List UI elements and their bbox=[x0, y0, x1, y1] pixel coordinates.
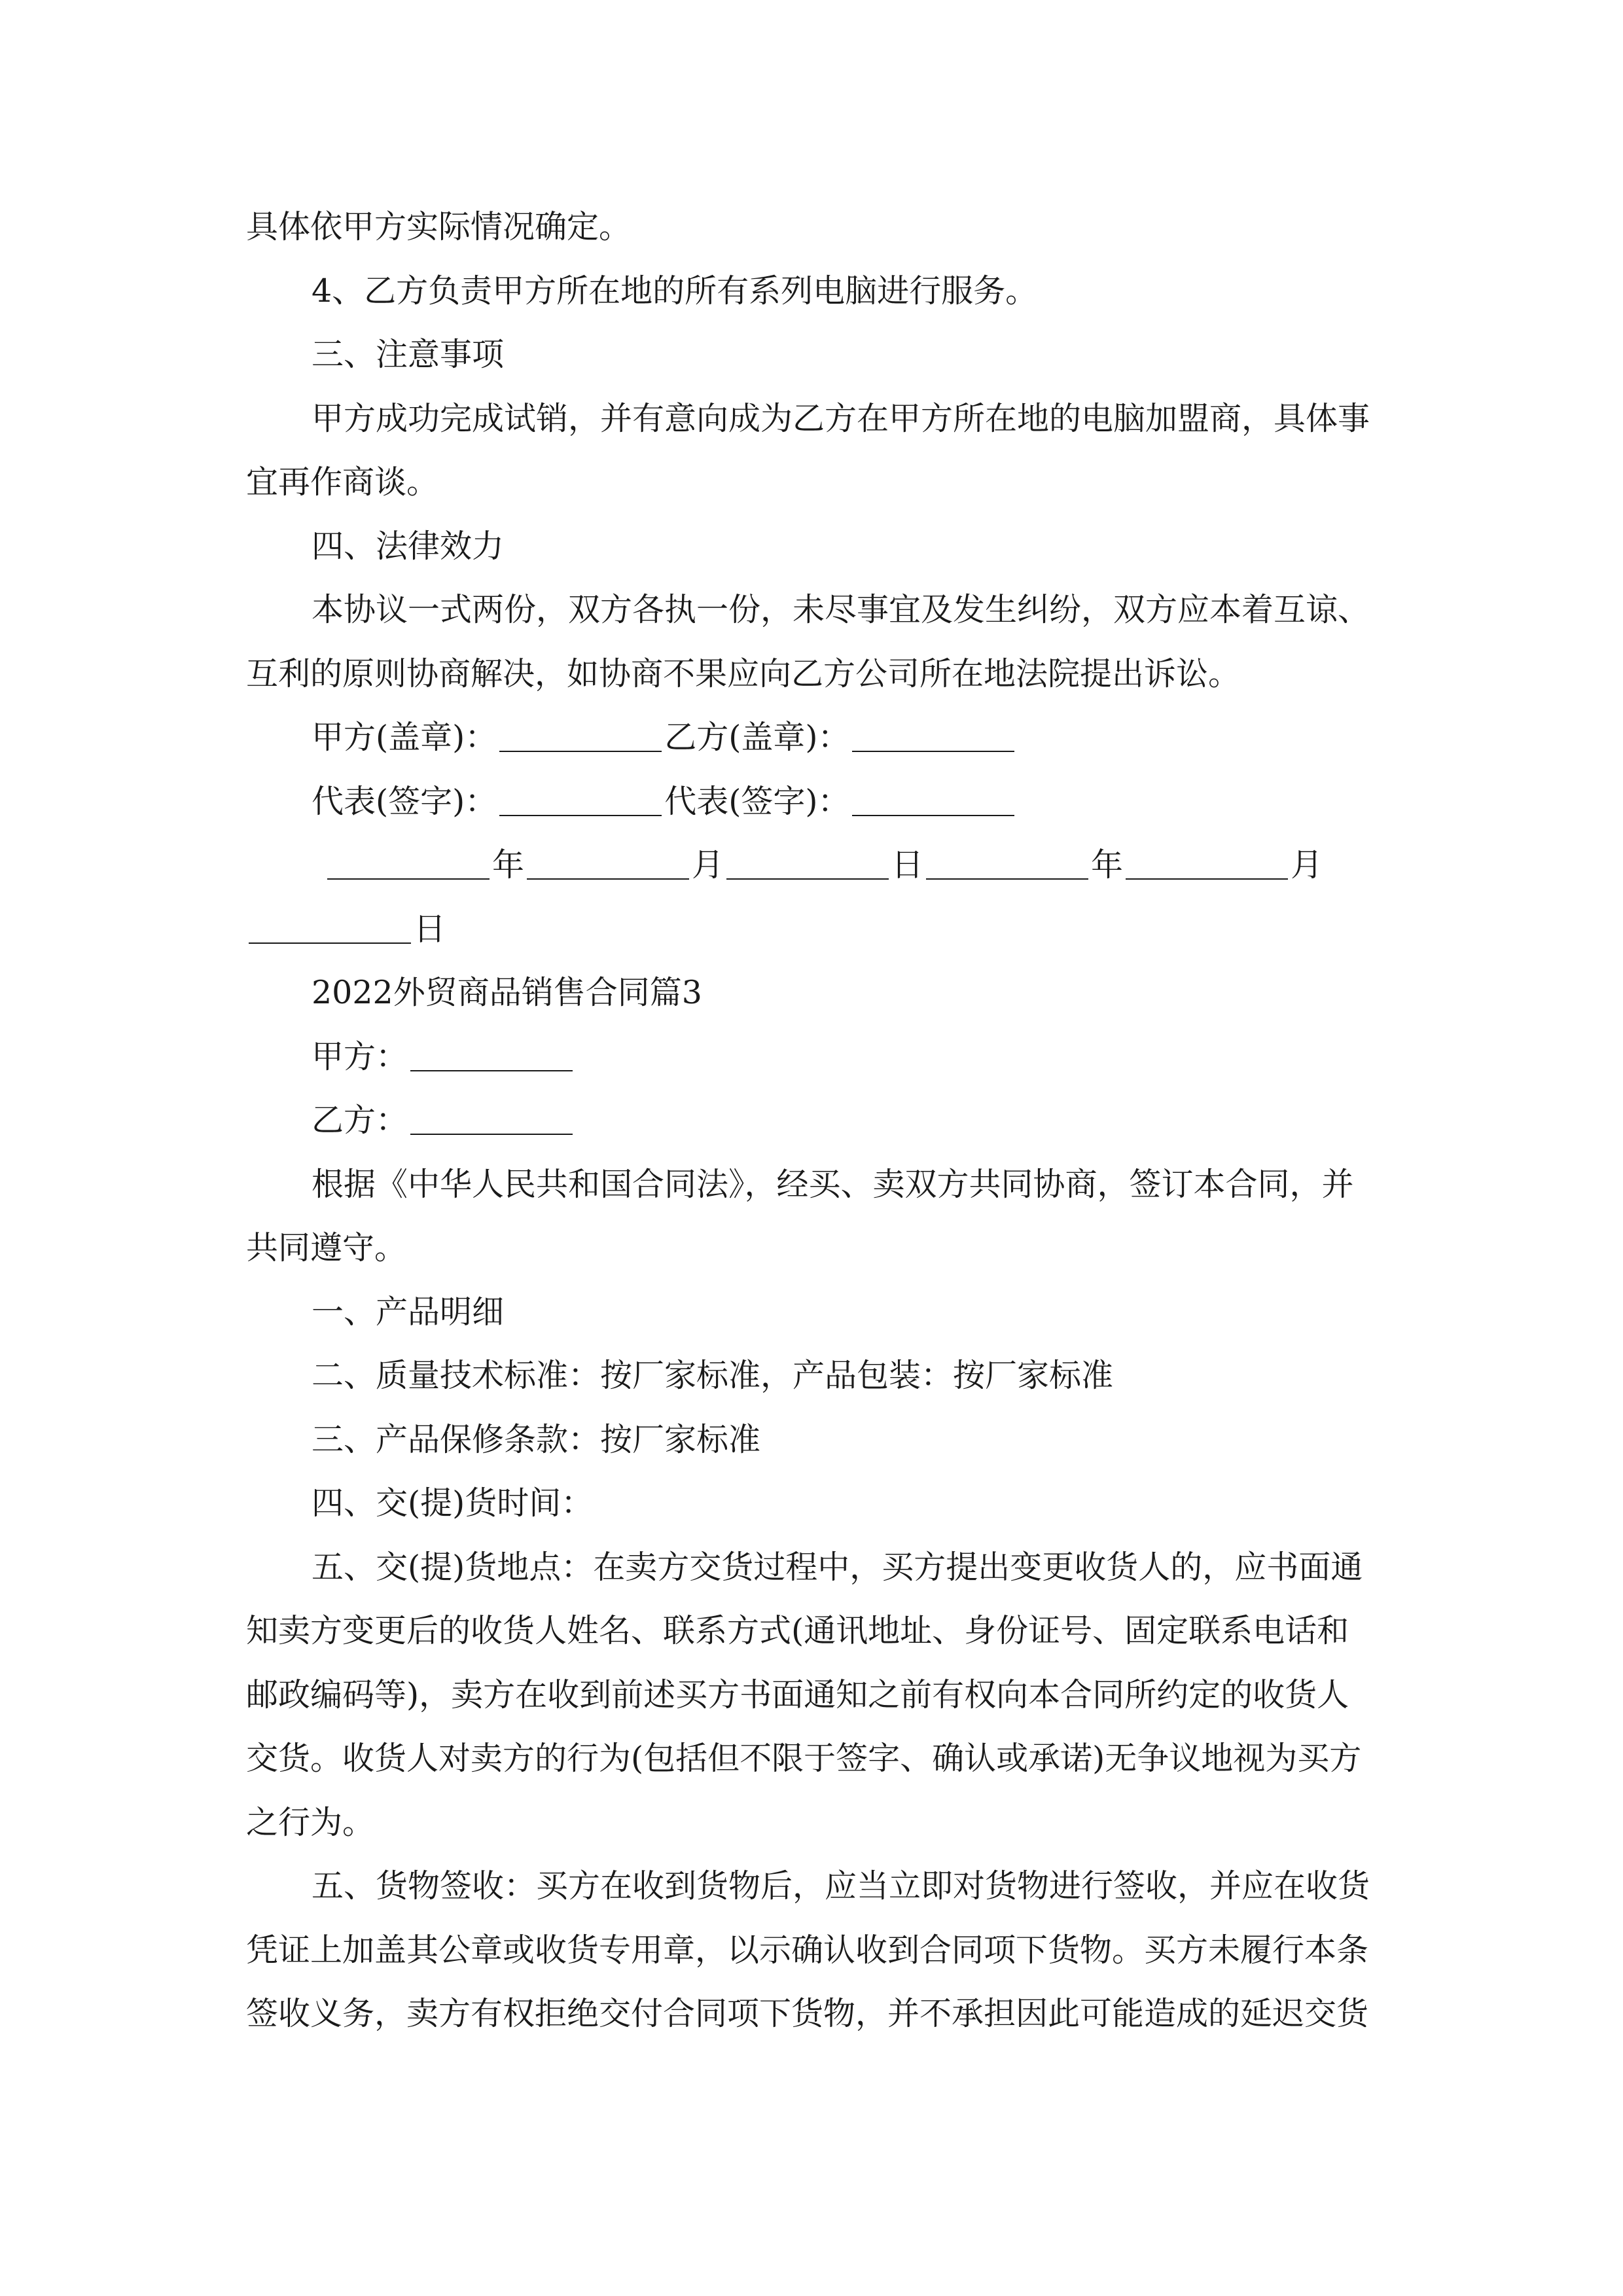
line-text: 甲方(盖章)： bbox=[312, 719, 497, 756]
text-line bbox=[246, 1727, 1385, 1791]
fill-in-blank bbox=[249, 942, 411, 944]
line-text: 4、乙方负责甲方所在地的所有系列电脑进行服务。 bbox=[312, 272, 1038, 310]
line-text: 凭证上加盖其公章或收货专用章，以示确认收到合同项下货物。买方未履行本条 bbox=[246, 1931, 1369, 1969]
line-text: 交货。收货人对卖方的行为(包括但不限于签字、确认或承诺)无争议地视为买方 bbox=[246, 1740, 1362, 1777]
text-line bbox=[246, 770, 1385, 834]
text-line bbox=[246, 1535, 1385, 1600]
text-line bbox=[246, 897, 1385, 961]
line-text: 代表(签字)： bbox=[312, 782, 497, 820]
text-line bbox=[246, 961, 1385, 1025]
fill-in-blank bbox=[410, 1069, 573, 1071]
fill-in-blank bbox=[726, 878, 889, 880]
text-line bbox=[246, 514, 1385, 579]
line-text: 年 bbox=[1091, 846, 1124, 884]
line-text: 月 bbox=[1291, 846, 1323, 884]
text-line bbox=[246, 1663, 1385, 1727]
text-line bbox=[246, 387, 1385, 451]
line-text: 代表(签字)： bbox=[664, 782, 850, 820]
line-text: 互利的原则协商解决，如协商不果应向乙方公司所在地法院提出诉讼。 bbox=[246, 655, 1241, 692]
line-text: 月 bbox=[692, 846, 724, 884]
line-text: 乙方： bbox=[312, 1102, 408, 1139]
text-line bbox=[246, 1918, 1385, 1982]
line-text: 根据《中华人民共和国合同法》，经买、卖双方共同协商，签订本合同，并 bbox=[312, 1165, 1354, 1203]
text-line bbox=[246, 450, 1385, 514]
line-text: 甲方成功完成试销，并有意向成为乙方在甲方所在地的电脑加盟商，具体事 bbox=[312, 399, 1370, 437]
text-line bbox=[246, 1471, 1385, 1535]
text-line bbox=[246, 578, 1385, 642]
fill-in-blank bbox=[327, 878, 490, 880]
text-line bbox=[246, 1599, 1385, 1663]
text-line bbox=[246, 1153, 1385, 1217]
text-line bbox=[246, 1216, 1385, 1280]
fill-in-blank bbox=[499, 750, 662, 752]
line-text: 本协议一式两份，双方各执一份，未尽事宜及发生纠纷，双方应本着互谅、 bbox=[312, 591, 1370, 628]
line-text: 三、注意事项 bbox=[312, 336, 505, 373]
text-line bbox=[246, 1025, 1385, 1089]
line-text: 知卖方变更后的收货人姓名、联系方式(通讯地址、身份证号、固定联系电话和 bbox=[246, 1612, 1349, 1649]
line-text: 日 bbox=[414, 910, 446, 948]
line-text: 年 bbox=[492, 846, 525, 884]
fill-in-blank bbox=[926, 878, 1088, 880]
text-line bbox=[246, 706, 1385, 770]
fill-in-blank bbox=[410, 1133, 573, 1135]
text-line bbox=[246, 1854, 1385, 1918]
line-text: 甲方： bbox=[312, 1037, 408, 1075]
text-line bbox=[246, 323, 1385, 387]
line-text: 具体依甲方实际情况确定。 bbox=[246, 208, 632, 245]
text-line bbox=[246, 1791, 1385, 1855]
line-text: 四、法律效力 bbox=[312, 527, 505, 565]
line-text: 四、交(提)货时间： bbox=[312, 1484, 594, 1522]
text-line bbox=[246, 1280, 1385, 1344]
text-line bbox=[246, 195, 1385, 259]
fill-in-blank bbox=[527, 878, 689, 880]
line-text: 2022外贸商品销售合同篇3 bbox=[312, 974, 702, 1011]
line-text: 五、货物签收：买方在收到货物后，应当立即对货物进行签收，并应在收货 bbox=[312, 1867, 1370, 1905]
line-text: 日 bbox=[891, 846, 924, 884]
line-text: 宜再作商谈。 bbox=[246, 463, 439, 501]
text-line bbox=[246, 1408, 1385, 1472]
text-line bbox=[246, 259, 1385, 323]
fill-in-blank bbox=[852, 750, 1014, 752]
line-text: 二、质量技术标准：按厂家标准，产品包装：按厂家标准 bbox=[312, 1357, 1114, 1394]
text-line bbox=[246, 642, 1385, 706]
line-text: 签收义务，卖方有权拒绝交付合同项下货物，并不承担因此可能造成的延迟交货 bbox=[246, 1995, 1369, 2032]
document-page bbox=[246, 195, 1385, 2046]
text-line bbox=[246, 1344, 1385, 1408]
fill-in-blank bbox=[499, 814, 662, 816]
fill-in-blank bbox=[1126, 878, 1288, 880]
line-text: 一、产品明细 bbox=[312, 1293, 505, 1331]
line-text: 三、产品保修条款：按厂家标准 bbox=[312, 1420, 761, 1458]
text-line bbox=[246, 833, 1385, 897]
line-text: 乙方(盖章)： bbox=[664, 719, 850, 756]
line-text: 邮政编码等)，卖方在收到前述买方书面通知之前有权向本合同所约定的收货人 bbox=[246, 1676, 1349, 1713]
text-line bbox=[246, 1088, 1385, 1153]
line-text: 共同遵守。 bbox=[246, 1229, 407, 1266]
fill-in-blank bbox=[852, 814, 1014, 816]
line-text: 之行为。 bbox=[246, 1803, 375, 1841]
line-text: 五、交(提)货地点：在卖方交货过程中，买方提出变更收货人的，应书面通 bbox=[312, 1548, 1363, 1586]
text-line bbox=[246, 1982, 1385, 2046]
